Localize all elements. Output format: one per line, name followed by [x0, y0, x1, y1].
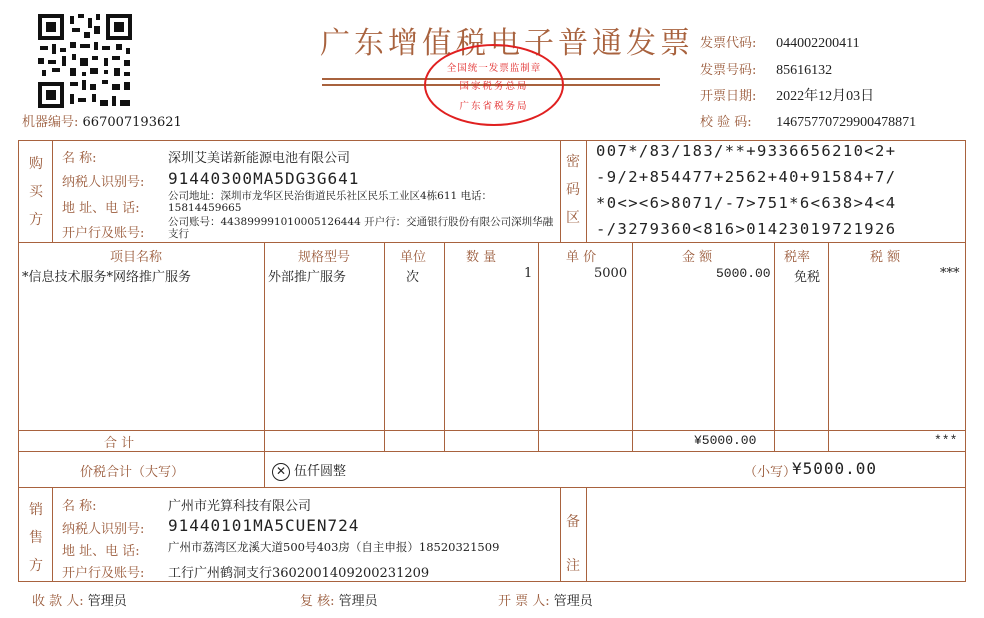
- invoice-number-label: 发票号码:: [700, 63, 757, 78]
- payee-value: 管理员: [87, 594, 127, 609]
- seal-line-1: 全国统一发票监制章: [446, 63, 542, 74]
- rule-seller-remarks-left: [560, 487, 561, 582]
- remarks-side-char-1: 备: [566, 514, 580, 530]
- col-header-name: 项目名称: [110, 250, 163, 265]
- check-code-label: 校 验 码:: [700, 115, 752, 130]
- buyer-tax-id-label: 纳税人识别号:: [62, 175, 145, 190]
- payee: [32, 590, 127, 609]
- rule-remarks-label: [586, 487, 587, 582]
- seller-address-label: 地 址、电 话:: [62, 544, 140, 559]
- invoice-code-value: 044002200411: [776, 36, 860, 51]
- item-rate: 免税: [794, 270, 821, 285]
- rule-col-tax: [828, 242, 829, 451]
- subtotal-tax: ***: [934, 433, 958, 448]
- grand-total-upper-text: 伍仟圆整: [294, 464, 347, 479]
- grand-total-label: 价税合计（大写）: [80, 465, 185, 480]
- col-header-rate: 税率: [784, 250, 811, 265]
- item-price: 5000: [594, 266, 628, 281]
- rule-col-unit: [384, 242, 385, 451]
- cipher-side-label: [563, 148, 583, 232]
- invoice-code-row: [700, 32, 860, 52]
- seller-side-label: [26, 496, 46, 580]
- buyer-side-char-1: 购: [29, 156, 43, 172]
- cipher-side-char-1: 密: [566, 154, 580, 170]
- buyer-address-label: 地 址、电 话:: [62, 201, 140, 216]
- buyer-tax-id: 91440300MA5DG3G641: [168, 169, 360, 188]
- cipher-line-3: *0<><6>8071/-7>751*6<638>4<4: [596, 194, 897, 212]
- seal-line-2: 国家税务总局: [459, 81, 529, 92]
- col-header-price: 单 价: [566, 250, 597, 265]
- rule-buyer-side: [52, 140, 53, 242]
- seller-name-label: 名 称:: [62, 499, 97, 514]
- seller-address: 广州市荔湾区龙溪大道500号403房（自主申报）18520321509: [168, 540, 500, 554]
- issuer: [498, 590, 593, 609]
- rule-col-spec: [264, 242, 265, 451]
- seller-side-char-3: 方: [29, 558, 43, 574]
- item-qty: 1: [524, 266, 533, 281]
- grand-total-upper: [272, 460, 346, 481]
- cipher-side-char-2: 码: [566, 182, 580, 198]
- rule-col-qty: [444, 242, 445, 451]
- seller-tax-id-label: 纳税人识别号:: [62, 522, 145, 537]
- col-header-unit: 单位: [400, 250, 427, 265]
- subtotal-amount: ¥5000.00: [694, 433, 757, 448]
- check-code-row: [700, 111, 916, 131]
- reviewer-value: 管理员: [338, 594, 378, 609]
- invoice-number-row: [700, 59, 832, 79]
- buyer-name: 深圳艾美诺新能源电池有限公司: [168, 151, 351, 166]
- issuer-label: 开 票 人:: [498, 594, 550, 609]
- buyer-address: 公司地址：深圳市龙华区民治街道民乐社区民乐工业区4栋611 电话：15814459665: [168, 190, 493, 214]
- seller-side-char-1: 销: [29, 502, 43, 518]
- cipher-line-1: 007*/83/183/**+9336656210<2+: [596, 142, 897, 160]
- item-amount: 5000.00: [716, 266, 771, 281]
- invoice-code-label: 发票代码:: [700, 36, 757, 51]
- item-tax: ***: [940, 266, 960, 281]
- machine-number-label: 机器编号:: [22, 115, 79, 130]
- issuer-value: 管理员: [553, 594, 593, 609]
- payee-label: 收 款 人:: [32, 594, 84, 609]
- qr-code: [36, 12, 134, 110]
- rule-buyer-bottom: [18, 242, 966, 243]
- reviewer: [300, 590, 378, 609]
- invoice-date-label: 开票日期:: [700, 89, 757, 104]
- machine-number: [22, 111, 182, 130]
- rule-items-bottom: [18, 451, 966, 452]
- col-header-qty: 数 量: [466, 250, 497, 265]
- check-code-value: 14675770729900478871: [776, 115, 917, 130]
- item-unit: 次: [406, 270, 420, 285]
- item-name: *信息技术服务*网络推广服务: [22, 270, 192, 285]
- invoice-date-row: [700, 85, 874, 105]
- col-header-tax: 税 额: [870, 250, 901, 265]
- item-spec: 外部推广服务: [268, 270, 347, 285]
- machine-number-value: 667007193621: [82, 115, 182, 130]
- grand-total-lower-label: （小写）: [744, 465, 797, 480]
- seller-side-char-2: 售: [29, 530, 43, 546]
- buyer-side-label: [26, 150, 46, 234]
- rule-seller-side: [52, 487, 53, 582]
- rule-col-amount: [632, 242, 633, 451]
- buyer-side-char-3: 方: [29, 212, 43, 228]
- rule-col-rate: [774, 242, 775, 451]
- tax-bureau-seal: [424, 44, 564, 126]
- grand-total-lower: ¥5000.00: [792, 459, 878, 478]
- seller-bank: 工行广州鹤洞支行3602001409200231209: [168, 566, 430, 581]
- reviewer-label: 复 核:: [300, 594, 335, 609]
- rule-grand-total: [264, 451, 265, 487]
- invoice-date-value: 2022年12月03日: [776, 89, 875, 104]
- rule-col-price: [538, 242, 539, 451]
- seal-line-3: 广东省税务局: [459, 101, 529, 112]
- cross-circle-icon: ✕: [272, 463, 290, 481]
- col-header-amount: 金 额: [682, 250, 713, 265]
- buyer-bank-label: 开户行及账号:: [62, 226, 145, 241]
- buyer-side-char-2: 买: [29, 184, 43, 200]
- rule-cipher-label: [586, 140, 587, 242]
- seller-tax-id: 91440101MA5CUEN724: [168, 516, 360, 535]
- cipher-line-2: -9/2+854477+2562+40+91584+7/: [596, 168, 897, 186]
- cipher-line-4: -/3279360<816>01423019721926: [596, 220, 897, 238]
- cipher-side-char-3: 区: [566, 210, 580, 226]
- rule-subtotal-top: [18, 430, 966, 431]
- buyer-name-label: 名 称:: [62, 151, 97, 166]
- col-header-spec: 规格型号: [298, 250, 351, 265]
- seller-name: 广州市光算科技有限公司: [168, 499, 312, 514]
- remarks-side-label: [563, 500, 583, 588]
- rule-total-bottom: [18, 487, 966, 488]
- seller-bank-label: 开户行及账号:: [62, 566, 145, 581]
- invoice-title: 广东增值税电子普通发票: [320, 26, 694, 61]
- rule-buyer-cipher-left: [560, 140, 561, 242]
- subtotal-label: 合 计: [104, 436, 135, 451]
- remarks-side-char-2: 注: [566, 558, 580, 574]
- buyer-bank: 公司账号：443899991010005126444 开户行：交通银行股份有限公司深圳华融支行: [168, 216, 554, 240]
- invoice-number-value: 85616132: [776, 63, 833, 78]
